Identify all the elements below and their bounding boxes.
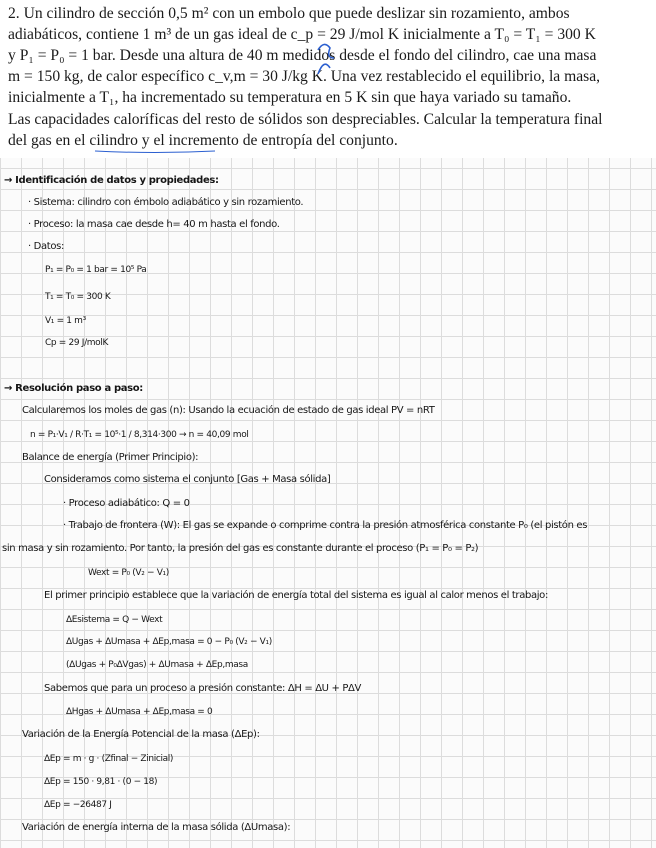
note-data-label: · Datos: (28, 241, 65, 252)
equation-work: Wext = P₀ (V₂ − V₁) (88, 568, 169, 578)
equation-ep-2: ΔEp = 150 · 9,81 · (0 − 18) (44, 777, 158, 787)
problem-line: adiabáticos, contiene 1 m³ de un gas ideal de c_p = 29 J/mol K inicialmente a T₀ = T₁ = 300 K (8, 26, 596, 43)
note-system-set: Consideramos como sistema el conjunto [Gas + Masa sólida] (44, 474, 331, 485)
note-work-2: sin masa y sin rozamiento. Por tanto, la presión del gas es constante durante el proceso (P₁ = P₀ = P₂) (2, 543, 479, 554)
equation-energy-3: (ΔUgas + P₀ΔVgas) + ΔUmasa + ΔEp,masa (66, 660, 248, 670)
data-temperature: T₁ = T₀ = 300 K (45, 292, 111, 302)
problem-statement (0, 0, 656, 158)
equation-ep-1: ΔEp = m · g · (Zfinal − Zinicial) (44, 754, 174, 764)
note-system: · Sistema: cilindro con émbolo adiabático y sin rozamiento. (28, 197, 304, 208)
note-potential-energy: Variación de la Energía Potencial de la masa (ΔEp): (22, 729, 260, 740)
problem-line: y P₁ = P₀ = 1 bar. Desde una altura de 40 m medidos desde el fondo del cilindro, cae una masa (8, 47, 597, 64)
note-first-law: El primer principio establece que la variación de energía total del sistema es igual al calor menos el trabajo: (44, 590, 548, 601)
equation-energy-2: ΔUgas + ΔUmasa + ΔEp,masa = 0 − P₀ (V₂ − V₁) (66, 637, 272, 647)
note-process: · Proceso: la masa cae desde h= 40 m hasta el fondo. (28, 219, 280, 230)
problem-line: del gas en el cilindro y el incremento de entropía del conjunto. (8, 132, 398, 149)
note-energy-balance: Balance de energía (Primer Principio): (22, 452, 199, 463)
equation-energy-1: ΔEsistema = Q − Wext (66, 615, 163, 625)
section-heading-data: → Identificación de datos y propiedades: (4, 175, 219, 186)
equation-moles: n = P₁·V₁ / R·T₁ = 10⁵·1 / 8,314·300 → n = 40,09 mol (30, 430, 249, 440)
data-pressure: P₁ = P₀ = 1 bar = 10⁵ Pa (45, 265, 147, 275)
note-adiabatic: · Proceso adiabático: Q = 0 (63, 498, 190, 509)
pen-correction (0, 0, 656, 158)
section-heading-solution: → Resolución paso a paso: (4, 383, 143, 394)
note-moles: Calcularemos los moles de gas (n): Usando la ecuación de estado de gas ideal PV = nRT (22, 405, 435, 416)
problem-line: inicialmente a T₁, ha incrementado su temperatura en 5 K sin que haya variado su tamaño. (8, 89, 572, 106)
data-volume: V₁ = 1 m³ (45, 316, 86, 326)
note-constant-pressure: Sabemos que para un proceso a presión constante: ΔH = ΔU + PΔV (44, 683, 362, 694)
data-cp: Cp = 29 J/molK (45, 338, 109, 348)
note-work-1: · Trabajo de frontera (W): El gas se expande o comprime contra la presión atmosférica constante P₀ (el pistón es (63, 520, 588, 531)
problem-line: m = 150 kg, de calor específico c_v,m = 30 J/kg K. Una vez restablecido el equilibrio, la masa, (8, 68, 601, 85)
equation-ep-3: ΔEp = −26487 J (44, 800, 112, 810)
problem-line: Las capacidades caloríficas del resto de sólidos son despreciables. Calcular la temperatura final (8, 111, 603, 128)
note-internal-energy: Variación de energía interna de la masa sólida (ΔUmasa): (22, 822, 291, 833)
problem-line: 2. Un cilindro de sección 0,5 m² con un embolo que puede deslizar sin rozamiento, ambos (8, 5, 570, 22)
equation-energy-4: ΔHgas + ΔUmasa + ΔEp,masa = 0 (66, 707, 213, 717)
